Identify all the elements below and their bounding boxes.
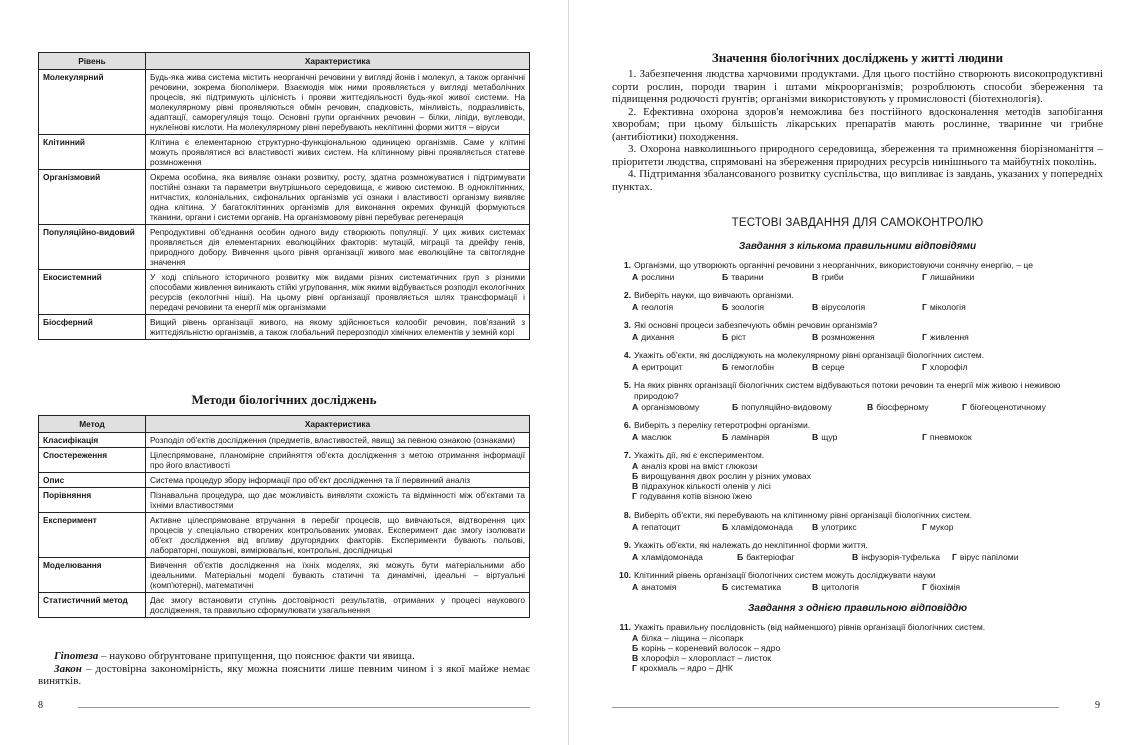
question-number: 2. bbox=[623, 290, 631, 300]
row-description: Вивчення об'єктів дослідження на їхніх моделях, які можуть бути матеріальними або ідеальними. Матеріальні моделі бувають статичні та динамічні, ідеальні – віртуальні (комп'ютерні), математичні bbox=[146, 558, 530, 593]
option-letter: В bbox=[812, 581, 819, 592]
row-name: Опис bbox=[39, 473, 146, 488]
answer-option bbox=[722, 332, 746, 343]
option-letter: В bbox=[632, 480, 639, 491]
option-letter: А bbox=[632, 551, 639, 562]
option-text: мукор bbox=[929, 521, 954, 532]
option-text: гриби bbox=[821, 271, 844, 282]
table-row bbox=[39, 433, 530, 448]
question-text: Які основні процеси забезпечують обмін речовин організмів? bbox=[634, 320, 878, 330]
footer-rule-right bbox=[612, 707, 1059, 708]
question-text: Організми, що утворюють органічні речовини з неорганічних, використовуючи сонячну енергію, – це bbox=[634, 260, 1034, 270]
row-description: Дає змогу встановити ступінь достовірності результатів, отриманих у процесі наукового дослідження, та правильно сформулювати узагальнення bbox=[146, 593, 530, 618]
answer-option bbox=[722, 522, 793, 533]
question-number: 9. bbox=[623, 540, 631, 550]
option-letter: А bbox=[632, 361, 639, 372]
option-letter: В bbox=[812, 271, 819, 282]
row-description: У ході спільного історичного розвитку між видами різних систематичних груп з різними способами живлення виникають стійкі угруповання, між якими відбувається розподіл екологічних ресурсів (екологічні ніші). На цьому рівні організації проявляється шлях трансформації і передачі речовини та енергії між організмами bbox=[146, 270, 530, 315]
answer-option bbox=[737, 552, 795, 563]
option-letter: В bbox=[812, 361, 819, 372]
option-text: популяційно-видовому bbox=[741, 402, 832, 412]
option-text: тварини bbox=[731, 271, 764, 282]
answer-option bbox=[722, 582, 781, 593]
answer-option bbox=[632, 522, 680, 533]
answer-option bbox=[922, 272, 974, 283]
option-letter: А bbox=[632, 402, 639, 412]
question-text: Укажіть дії, які є експериментом. bbox=[634, 450, 765, 460]
option-letter: Б bbox=[632, 642, 639, 653]
option-letter: А bbox=[632, 460, 639, 471]
row-name: Клітинний bbox=[39, 135, 146, 170]
option-letter: Г bbox=[952, 551, 957, 562]
option-letter: А bbox=[632, 521, 639, 532]
option-letter: Г bbox=[922, 361, 927, 372]
answer-option bbox=[632, 471, 1096, 481]
definition-term: Закон bbox=[54, 662, 82, 675]
left-page bbox=[0, 0, 569, 745]
row-name: Біосферний bbox=[39, 315, 146, 340]
option-letter: Б bbox=[722, 271, 729, 282]
test-question bbox=[618, 420, 1096, 443]
option-text: вирощування двох рослин у різних умовах bbox=[641, 470, 811, 481]
answer-option bbox=[922, 302, 966, 313]
row-description: Система процедур збору інформації про об'єкт дослідження та її первинний аналіз bbox=[146, 473, 530, 488]
option-letter: А bbox=[632, 632, 639, 643]
option-text: серце bbox=[821, 361, 845, 372]
table-row bbox=[39, 593, 530, 618]
option-text: геологія bbox=[641, 301, 674, 312]
option-text: хлорофіл – хлоропласт – листок bbox=[641, 652, 771, 663]
test-question bbox=[618, 570, 1096, 593]
option-text: рослини bbox=[641, 271, 675, 282]
single-answer-title: Завдання з однією правильною відповіддю bbox=[747, 603, 968, 614]
answer-option bbox=[812, 522, 857, 533]
option-text: систематика bbox=[731, 581, 782, 592]
option-letter: А bbox=[632, 331, 639, 342]
question-number: 8. bbox=[623, 510, 631, 520]
row-description: Репродуктивні об'єднання особин одного виду створюють популяції. У цих живих системах проявляється дія елементарних еволюційних факторів: мутацій, міграції та дрейфу генів, природного добору. Вивчення цього рівня організації живого має еволюційне та світоглядне значення bbox=[146, 225, 530, 270]
question-text: Виберіть об'єкти, які перебувають на клітинному рівні організації біологічних систем. bbox=[634, 510, 972, 520]
option-text: крохмаль – ядро – ДНК bbox=[639, 662, 733, 673]
option-letter: В bbox=[632, 652, 639, 663]
option-text: розмноження bbox=[821, 331, 875, 342]
question-number: 10. bbox=[619, 570, 631, 580]
option-text: зоологія bbox=[731, 301, 764, 312]
footer-rule-left bbox=[78, 707, 530, 708]
table-row bbox=[39, 315, 530, 340]
row-name: Експеримент bbox=[39, 513, 146, 558]
option-letter: Г bbox=[922, 331, 927, 342]
methods-header-method: Метод bbox=[39, 416, 146, 433]
significance-title: Значення біологічних досліджень у житті людини bbox=[711, 50, 1004, 65]
definition-law bbox=[38, 663, 530, 688]
answer-option bbox=[962, 402, 1046, 413]
table-row bbox=[39, 135, 530, 170]
answer-option bbox=[722, 432, 770, 443]
row-description: Пізнавальна процедура, що дає можливість виявляти схожість та відмінності між об'єктами та їхніми властивостями bbox=[146, 488, 530, 513]
answer-option bbox=[922, 362, 968, 373]
answer-option bbox=[632, 332, 674, 343]
option-text: вірус папіломи bbox=[959, 551, 1019, 562]
answer-option bbox=[812, 272, 844, 283]
paragraph: 4. Підтримання збалансованого розвитку суспільства, що випливає із завдань, указаних у попередніх пунктах. bbox=[612, 168, 1103, 193]
option-text: організмовому bbox=[641, 402, 700, 412]
test-question bbox=[618, 290, 1096, 313]
option-letter: Г bbox=[632, 662, 637, 673]
question-text: Укажіть правильну послідовність (від найменшого) рівнів організації біологічних систем. bbox=[634, 622, 986, 632]
row-description: Будь-яка жива система містить неорганічні речовини у вигляді йонів і молекул, а також органічні речовини, зокрема біополімери. Взаємодія між ними проявляється у вигляді метаболічних процесів, які підтримують цілісність і прояви життєдіяльності будь-якої живої системи. На молекулярному рівні проявляються обмін речовин, спадковість, мінливість, подразливість, адаптації, саморегуляція тощо. Основні групи органічних речовин – білки, ліпіди, вуглеводи, нуклеїнові кислоти. На молекулярному рівні перебувають неклітинні форми життя – віруси bbox=[146, 70, 530, 135]
question-text: На яких рівнях організації біологічних систем відбуваються потоки речовин та енергії між живою і неживою природою? bbox=[634, 380, 1061, 401]
answer-option bbox=[632, 552, 703, 563]
option-letter: Б bbox=[722, 521, 729, 532]
definition-hypothesis bbox=[38, 650, 530, 663]
option-text: біосферному bbox=[876, 402, 929, 412]
option-text: анатомія bbox=[641, 581, 677, 592]
answer-option bbox=[722, 272, 764, 283]
option-text: корінь – кореневий волосок – ядро bbox=[641, 642, 781, 653]
option-text: вірусологія bbox=[821, 301, 866, 312]
option-text: пневмокок bbox=[929, 431, 972, 442]
answer-option bbox=[812, 362, 845, 373]
definition-text: – достовірна закономірність, яку можна пояснити лише певним чином і з якої майже немає винятків. bbox=[38, 662, 530, 687]
answer-option bbox=[632, 481, 1096, 491]
question-text: Виберіть науки, що вивчають організми. bbox=[634, 290, 794, 300]
paragraph: 1. Забезпечення людства харчовими продуктами. Для цього постійно створюють високопродуктивні сорти рослин, породи тварин і штами мікроорганізмів; розроблюють способи збереження та підвищення родючості ґрунтів; організми використовують у промисловості (біотехнологія). bbox=[612, 68, 1103, 105]
option-text: ріст bbox=[731, 331, 747, 342]
table-row bbox=[39, 513, 530, 558]
option-text: хламідомонада bbox=[641, 551, 703, 562]
multi-answer-title: Завдання з кількома правильними відповідями bbox=[738, 241, 977, 252]
definition-text: – науково обґрунтоване припущення, що пояснює факти чи явища. bbox=[98, 650, 415, 662]
question-number: 3. bbox=[623, 320, 631, 330]
option-text: гепатоцит bbox=[641, 521, 681, 532]
option-text: хламідомонада bbox=[731, 521, 793, 532]
option-text: ламінарія bbox=[731, 431, 770, 442]
row-description: Розподіл об'єктів дослідження (предметів, властивостей, явищ) за певною ознакою (ознаками) bbox=[146, 433, 530, 448]
option-letter: Б bbox=[722, 431, 729, 442]
test-question bbox=[618, 450, 1096, 501]
row-name: Спостереження bbox=[39, 448, 146, 473]
question-number: 11. bbox=[619, 622, 631, 632]
row-name: Популяційно-видовий bbox=[39, 225, 146, 270]
table-row bbox=[39, 70, 530, 135]
option-letter: В bbox=[867, 402, 874, 412]
option-text: гемоглобін bbox=[731, 361, 775, 372]
answer-option bbox=[632, 633, 1096, 643]
option-letter: В bbox=[852, 551, 859, 562]
option-text: інфузорія-туфелька bbox=[861, 551, 940, 562]
answer-option bbox=[632, 402, 699, 413]
option-letter: Г bbox=[922, 301, 927, 312]
option-text: живлення bbox=[929, 331, 969, 342]
answer-option bbox=[867, 402, 929, 413]
option-text: еритроцит bbox=[641, 361, 683, 372]
answer-option bbox=[922, 522, 954, 533]
levels-header-characteristic: Характеристика bbox=[146, 53, 530, 70]
answer-option bbox=[812, 432, 837, 443]
answer-option bbox=[632, 461, 1096, 471]
table-row bbox=[39, 473, 530, 488]
answer-option bbox=[922, 332, 969, 343]
answer-option bbox=[632, 582, 676, 593]
row-name: Порівняння bbox=[39, 488, 146, 513]
option-letter: Б bbox=[722, 361, 729, 372]
answer-option bbox=[722, 362, 774, 373]
answer-option bbox=[922, 582, 960, 593]
option-letter: В bbox=[812, 331, 819, 342]
table-row bbox=[39, 448, 530, 473]
option-letter: В bbox=[812, 521, 819, 532]
option-text: білка – ліщина – лісопарк bbox=[641, 632, 744, 643]
methods-table bbox=[38, 415, 530, 618]
option-text: цитологія bbox=[821, 581, 859, 592]
option-letter: А bbox=[632, 301, 639, 312]
question-number: 6. bbox=[623, 420, 631, 430]
option-letter: А bbox=[632, 581, 639, 592]
test-question bbox=[618, 350, 1096, 373]
option-letter: Г bbox=[922, 271, 927, 282]
question-number: 4. bbox=[623, 350, 631, 360]
table-row bbox=[39, 558, 530, 593]
answer-option bbox=[632, 643, 1096, 653]
answer-option bbox=[852, 552, 940, 563]
answer-option bbox=[632, 663, 1096, 673]
answer-option bbox=[632, 653, 1096, 663]
option-letter: В bbox=[812, 431, 819, 442]
option-letter: Г bbox=[922, 431, 927, 442]
question-text: Виберіть з переліку гетеротрофні організми. bbox=[634, 420, 811, 430]
paragraph: 3. Охорона навколишнього природного середовища, збереження та примноження біорізноманіття – пріоритети людства, спрямовані на збереження природних ресурсів нинішнього та майбутніх поколінь. bbox=[612, 143, 1103, 168]
question-number: 5. bbox=[623, 380, 631, 390]
methods-header-characteristic: Характеристика bbox=[146, 416, 530, 433]
answer-option bbox=[812, 302, 865, 313]
option-text: лишайники bbox=[929, 271, 975, 282]
option-letter: Г bbox=[922, 521, 927, 532]
question-number: 7. bbox=[623, 450, 631, 460]
question-number: 1. bbox=[623, 260, 631, 270]
table-row bbox=[39, 488, 530, 513]
option-letter: Б bbox=[732, 402, 739, 412]
option-letter: А bbox=[632, 271, 639, 282]
test-question bbox=[618, 320, 1096, 343]
option-letter: Б bbox=[722, 331, 729, 342]
option-letter: Г bbox=[632, 490, 637, 501]
option-letter: Б bbox=[722, 301, 729, 312]
table-row bbox=[39, 170, 530, 225]
row-description: Активне цілеспрямоване втручання в перебіг процесів, що вивчаються, відтворення цих процесів у спеціально створених контрольованих умовах. Експеримент дає змогу ізолювати об'єкт дослідження від впливу другорядних факторів. Експерименти бувають польові, лабораторні, пошукові, вимірювальні, контрольні, дослідницькі bbox=[146, 513, 530, 558]
row-name: Молекулярний bbox=[39, 70, 146, 135]
test-question bbox=[618, 380, 1096, 413]
table-row bbox=[39, 270, 530, 315]
row-description: Цілеспрямоване, планомірне сприйняття об'єкта дослідження з метою отримання інформації про його властивості bbox=[146, 448, 530, 473]
answer-option bbox=[632, 491, 1096, 501]
answer-option bbox=[922, 432, 972, 443]
row-description: Клітина є елементарною структурно-функціональною одиницею організмів. Саме у клітині можуть проявлятися всі властивості живих систем. На клітинному рівні проявляється статеве розмноження bbox=[146, 135, 530, 170]
definition-term: Гіпотеза bbox=[54, 650, 99, 662]
option-letter: Г bbox=[962, 402, 967, 412]
answer-option bbox=[812, 582, 859, 593]
levels-table bbox=[38, 52, 530, 340]
test-question bbox=[618, 510, 1096, 533]
option-text: годування котів візною їжею bbox=[639, 490, 752, 501]
answer-option bbox=[632, 272, 674, 283]
row-name: Статистичний метод bbox=[39, 593, 146, 618]
option-letter: В bbox=[812, 301, 819, 312]
answer-option bbox=[632, 362, 683, 373]
option-letter: Б bbox=[737, 551, 744, 562]
option-text: дихання bbox=[641, 331, 675, 342]
option-text: біохімія bbox=[929, 581, 961, 592]
option-text: хлорофіл bbox=[929, 361, 968, 372]
page-number-left: 8 bbox=[38, 700, 43, 711]
row-description: Вищий рівень організації живого, на якому здійснюється колообіг речовин, пов'язаний з життєдіяльністю організмів, а також глобальний перерозподіл хімічних елементів у земній корі bbox=[146, 315, 530, 340]
page-number-right: 9 bbox=[1095, 700, 1100, 711]
option-text: підрахунок кількості оленів у лісі bbox=[641, 480, 771, 491]
option-text: мікологія bbox=[929, 301, 966, 312]
table-row bbox=[39, 225, 530, 270]
option-letter: Г bbox=[922, 581, 927, 592]
answer-option bbox=[812, 332, 875, 343]
definitions bbox=[38, 650, 530, 688]
levels-header-level: Рівень bbox=[39, 53, 146, 70]
row-name: Класифікація bbox=[39, 433, 146, 448]
significance-paragraphs bbox=[612, 68, 1103, 193]
test-question bbox=[618, 540, 1096, 563]
question-text: Укажіть об'єкти, які досліджують на молекулярному рівні організації біологічних систем. bbox=[634, 350, 985, 360]
option-text: біогеоценотичному bbox=[969, 402, 1046, 412]
methods-title: Методи біологічних досліджень bbox=[191, 392, 377, 407]
option-letter: А bbox=[632, 431, 639, 442]
answer-option bbox=[722, 302, 764, 313]
paragraph: 2. Ефективна охорона здоров'я неможлива без постійного вдосконалення методів запобігання хворобам; при цьому більшість лікарських препаратів мають рослинне, тваринне чи грибне (антибіотики) походження. bbox=[612, 105, 1103, 143]
option-text: аналіз крові на вміст глюкози bbox=[641, 460, 758, 471]
option-text: маслюк bbox=[641, 431, 672, 442]
answer-option bbox=[632, 432, 671, 443]
answer-option bbox=[732, 402, 832, 413]
row-description: Окрема особина, яка виявляє ознаки розвитку, росту, здатна розмножуватися і підтримувати постійні ознаки та параметри внутрішнього середовища, є живою системою. В одноклітинних, нитчастих, колоніальних, сифональних організмів усі ознаки і властивості організму виявляє одна клітина. У багатоклітинних організмів для виконання окремих функцій формуються тканини, органи і системи органів. На організмовому рівні перебуває регенерація bbox=[146, 170, 530, 225]
question-text: Укажіть об'єкти, які належать до неклітинної форми життя. bbox=[634, 540, 868, 550]
option-text: бактеріофаг bbox=[746, 551, 795, 562]
test-question bbox=[618, 622, 1096, 673]
row-name: Екосистемний bbox=[39, 270, 146, 315]
option-text: улотрикс bbox=[821, 521, 857, 532]
answer-option bbox=[632, 302, 673, 313]
option-letter: Б bbox=[632, 470, 639, 481]
test-question bbox=[618, 260, 1096, 283]
tests-title: ТЕСТОВІ ЗАВДАННЯ ДЛЯ САМОКОНТРОЛЮ bbox=[731, 217, 984, 229]
row-name: Організмовий bbox=[39, 170, 146, 225]
row-name: Моделювання bbox=[39, 558, 146, 593]
option-text: щур bbox=[821, 431, 838, 442]
question-text: Клітинний рівень організації біологічних систем можуть досліджувати науки bbox=[634, 570, 936, 580]
option-letter: Б bbox=[722, 581, 729, 592]
answer-option bbox=[952, 552, 1019, 563]
